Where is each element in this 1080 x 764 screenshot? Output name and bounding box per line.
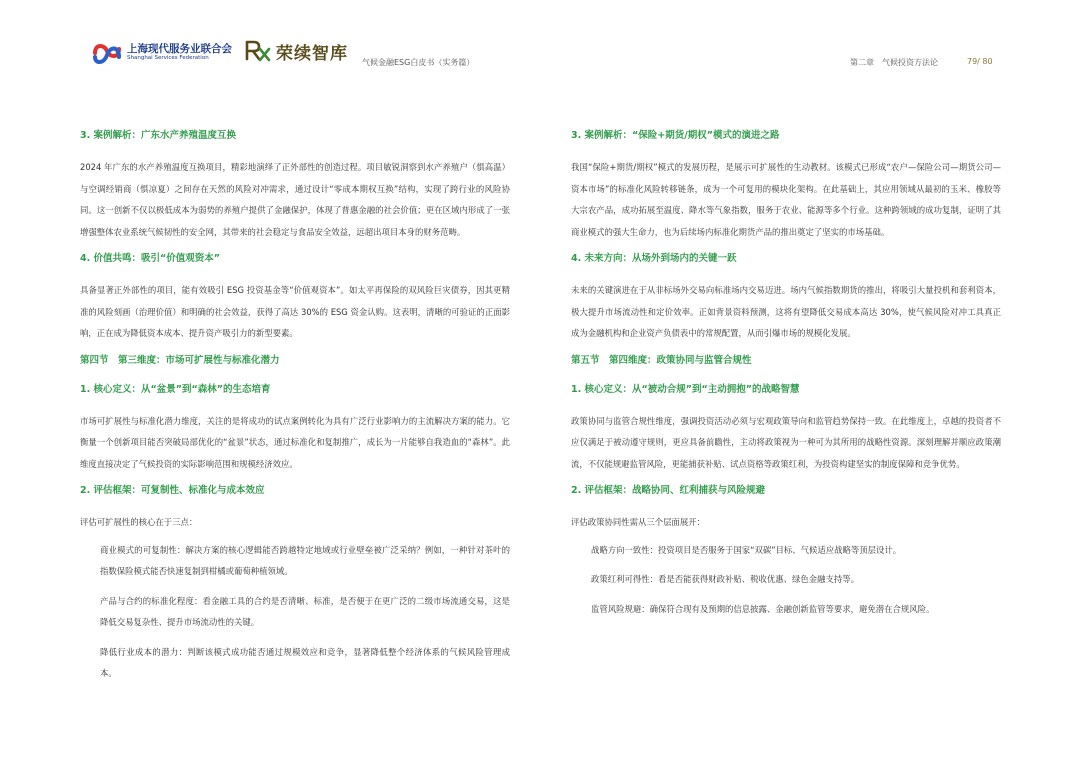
paragraph: 市场可扩展性与标准化潜力维度，关注的是将成功的试点案例转化为具有广泛行业影响力的主流解决方案的能力。它衡量一个创新项目能否突破局部优化的“盆景”状态，通过标准化和复制推广，成长为一片能够自我造血的“森林”。此维度直接决定了气候投资的实际影响范围和规模经济效应。 [80, 415, 510, 469]
list-item: 产品与合约的标准化程度：看金融工具的合约是否清晰、标准，是否便于在更广泛的二级市场流通交易，这是降低交易复杂性、提升市场流动性的关键。 [100, 595, 510, 627]
chapter-section-heading: 第四节 第三维度：市场可扩展性与标准化潜力 [80, 354, 280, 366]
brand-name: 荣续智库 [276, 44, 348, 64]
list-item: 商业模式的可复制性：解决方案的核心逻辑能否跨越特定地域或行业壁垒被广泛采纳？例如，一种针对茶叶的指数保险模式能否快速复制到柑橘或葡萄种植领域。 [100, 544, 510, 576]
org-name-cn: 上海现代服务业联合会 [127, 43, 232, 55]
section-heading: 4. 未来方向：从场外到场内的关键一跃 [571, 253, 737, 264]
section-heading: 1. 核心定义：从“被动合规”到“主动拥抱”的战略智慧 [571, 383, 800, 395]
brand-logo-icon [245, 39, 271, 63]
page-number: 79/ 80 [967, 57, 993, 66]
paragraph: 评估政策协同性需从三个层面展开： [571, 517, 705, 527]
page-header [0, 0, 1080, 80]
list-item: 降低行业成本的潜力：判断该模式成功能否通过规模效应和竞争，显著降低整个经济体系的气候风险管理成本。 [100, 646, 510, 678]
paragraph: 我国“保险+期货/期权”模式的发展历程，是展示可扩展性的生动教材。该模式已形成“农户—保险公司—期货公司—资本市场”的标准化风险转移链条，成为一个可复用的模块化架构。在此基础上，其应用领域从最初的玉米、橡胶等大宗农产品，成功拓展至温度、降水等气象指数，服务于农业、能源等多个行业。这种跨领域的成功复制，证明了其商业模式的强大生命力，也为后续场内标准化期货产品的推出奠定了坚实的市场基础。 [571, 162, 1001, 237]
section-heading: 1. 核心定义：从“盆景”到“森林”的生态培育 [80, 383, 271, 395]
paragraph: 具备显著正外部性的项目，能有效吸引 ESG 投资基金等“价值观资本”。如太平再保险的双风险巨灾债券，因其更精准的风险刻画（治理价值）和明确的社会效益，获得了高达 30%的 ESG 资金认购。这表明，清晰的可验证的正面影响，正在成为降低资本成本、提升资产吸引力的新型要素。 [80, 285, 510, 338]
org-name-en: Shanghai Services Federation [127, 55, 209, 61]
section-heading: 3. 案例解析：广东水产养殖温度互换 [80, 130, 237, 141]
left-column [80, 128, 510, 693]
chapter-section-heading: 第五节 第四维度：政策协同与监管合规性 [571, 354, 752, 366]
section-heading: 2. 评估框架：可复制性、标准化与成本效应 [80, 485, 265, 496]
federation-logo-icon [92, 40, 122, 66]
section-heading: 2. 评估框架：战略协同、红利捕获与风险规避 [571, 485, 766, 496]
book-title: 气候金融ESG白皮书（实务篇） [362, 58, 475, 67]
section-heading: 3. 案例解析：“保险+期货/期权”模式的演进之路 [571, 130, 780, 141]
chapter-label: 第二章 气候投资方法论 [850, 58, 938, 67]
paragraph: 政策协同与监管合规性维度，强调投资活动必须与宏观政策导向和监管趋势保持一致。在此维度上，卓越的投资者不应仅满足于被动遵守规则，更应具备前瞻性，主动将政策视为一种可为其所用的战略性资源。深刻理解并顺应政策潮流，不仅能规避监管风险，更能捕获补贴、试点资格等政策红利，为投资构建坚实的制度保障和竞争优势。 [571, 415, 1001, 469]
list-item: 政策红利可得性：看是否能获得财政补贴、税收优惠、绿色金融支持等。 [591, 574, 859, 584]
list-item: 监管风险规避：确保符合现有及预期的信息披露、金融创新监管等要求，避免潜在合规风险。 [591, 603, 935, 614]
paragraph: 2024 年广东的水产养殖温度互换项目，精彩地演绎了正外部性的创造过程。项目敏锐洞察到水产养殖户（惧高温）与空调经销商（惧凉夏）之间存在天然的风险对冲需求，通过设计“零成本期权互换”结构，实现了跨行业的风险协同。这一创新不仅以极低成本为弱势的养殖户提供了金融保护，体现了普惠金融的社会价值；更在区域内形成了一张增强整体农业系统气候韧性的安全网，其带来的社会稳定与食品安全效益，远超出项目本身的财务范畴。 [80, 162, 510, 237]
paragraph: 评估可扩展性的核心在于三点： [80, 517, 198, 527]
paragraph: 未来的关键演进在于从非标场外交易向标准场内交易迈进。场内气候指数期货的推出，将吸引大量投机和套利资本，极大提升市场流动性和定价效率。正如背景资料预测，这将有望降低交易成本高达 30%，使气候风险对冲工具真正成为金融机构和企业资产负债表中的常规配置，从而引爆市场的规模化发展。 [571, 285, 1001, 338]
right-column [571, 128, 1001, 628]
section-heading: 4. 价值共鸣：吸引“价值观资本” [80, 253, 221, 264]
list-item: 战略方向一致性：投资项目是否服务于国家“双碳”目标、气候适应战略等顶层设计。 [591, 544, 902, 555]
